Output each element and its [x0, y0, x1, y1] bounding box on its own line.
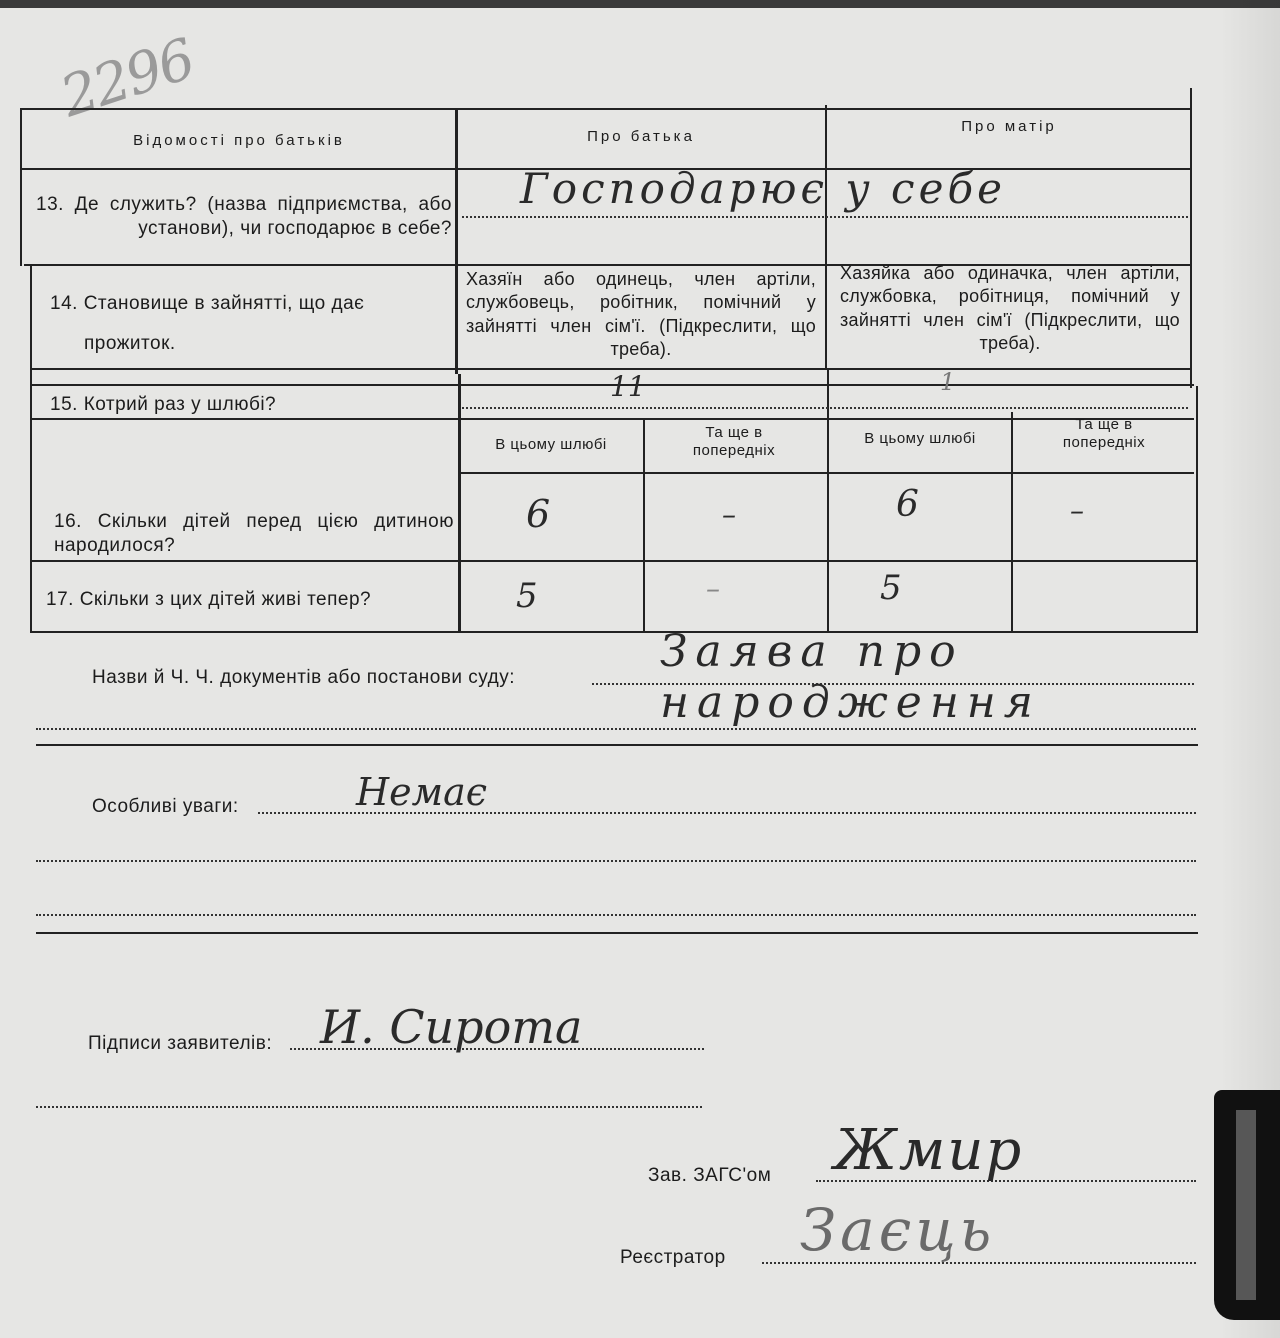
row14-father-occupation: Хазяїн або одинець, член артіли, службовець, робітник, помічний у зайнятті член сім'ї. (Підкреслити, що треба).	[466, 269, 816, 360]
table-left-border-lower	[30, 264, 32, 633]
remarks-value: Немає	[356, 770, 488, 814]
documents-label: Назви й Ч. Ч. документів або постанови суду:	[92, 667, 515, 688]
table-right-border-lower	[1196, 386, 1198, 632]
documents-value: Заява про народження	[660, 626, 1041, 728]
row17-label: 17. Скільки з цих дітей живі тепер?	[46, 589, 372, 610]
col-divider-father-sub	[643, 418, 645, 631]
row13-father-value: Господарює у себе	[520, 164, 1006, 213]
row13-dotted-line	[462, 216, 1188, 218]
documents-line-2	[36, 728, 1196, 730]
remarks-line-2	[36, 860, 1196, 862]
row16-mother-prev-value: –	[1070, 494, 1084, 527]
archive-number: 2296	[53, 26, 202, 131]
header-mother: Про матір	[961, 118, 1057, 135]
row16-father-sub-this: В цьому шлюбі	[495, 436, 607, 453]
row16-father-sub-prev: Та ще в попередніх	[692, 424, 776, 459]
registrar-label: Реєстратор	[620, 1247, 726, 1268]
zags-signature: Жмир	[834, 1118, 1024, 1183]
row14-mother-mark: 1	[940, 368, 956, 396]
applicants-line-2	[36, 1106, 702, 1108]
col-divider-1-lower	[458, 374, 461, 632]
remarks-label: Особливі уваги:	[92, 796, 239, 817]
row17-mother-this-value: 5	[880, 568, 902, 608]
applicants-value: И. Сирота	[320, 1000, 583, 1054]
row17-father-prev-value: –	[706, 572, 720, 605]
col-divider-mother-sub	[1011, 412, 1013, 631]
table-top-border	[20, 108, 1192, 110]
row16-mother-this-value: 6	[896, 484, 919, 525]
row14-father-mark: 11	[610, 370, 646, 403]
section-divider-1	[36, 744, 1198, 746]
row14-label-line1: 14. Становище в зайнятті, що дає	[50, 293, 365, 314]
applicants-label: Підписи заявителів:	[88, 1033, 273, 1054]
ink-stain-highlight	[1236, 1110, 1256, 1300]
row14-label-line2: прожиток.	[84, 333, 176, 354]
row16-mother-sub-this: В цьому шлюбі	[864, 430, 976, 447]
row16-father-prev-value: –	[722, 498, 736, 531]
registrar-signature: Заєць	[800, 1196, 996, 1264]
zags-label: Зав. ЗАГС'ом	[648, 1165, 772, 1186]
table-right-border-upper	[1190, 88, 1192, 388]
row-line-15	[30, 418, 1194, 420]
row16-mother-sub-prev: Та ще в попередніх	[1062, 416, 1146, 451]
row17-father-this-value: 5	[516, 576, 538, 616]
row14-mother-occupation: Хазяйка або одиначка, член артіли, службовка, робітниця, помічний у зайнятті член сім'ї (Підкреслити, що треба).	[840, 263, 1180, 354]
paper-edge	[0, 0, 1280, 8]
section-divider-2	[36, 932, 1198, 934]
row-line-16-sub	[460, 472, 1194, 474]
row-line-16	[30, 560, 1196, 562]
table-left-border-upper	[20, 108, 22, 266]
col-divider-2-lower	[827, 370, 829, 632]
header-father: Про батька	[587, 128, 695, 145]
row13-label: 13. Де служить? (назва підприємства, або установи), чи господарює в себе?	[36, 194, 452, 239]
col-divider-2-upper	[825, 105, 827, 370]
header-parents-info: Відомості про батьків	[133, 132, 345, 149]
row16-father-this-value: 6	[526, 492, 551, 536]
remarks-line-3	[36, 914, 1196, 916]
row16-label: 16. Скільки дітей перед цією дитиною народилося?	[54, 511, 454, 556]
col-divider-1-upper	[455, 108, 458, 374]
row15-label: 15. Котрий раз у шлюбі?	[50, 394, 277, 415]
row15-dotted-line	[462, 407, 1188, 409]
